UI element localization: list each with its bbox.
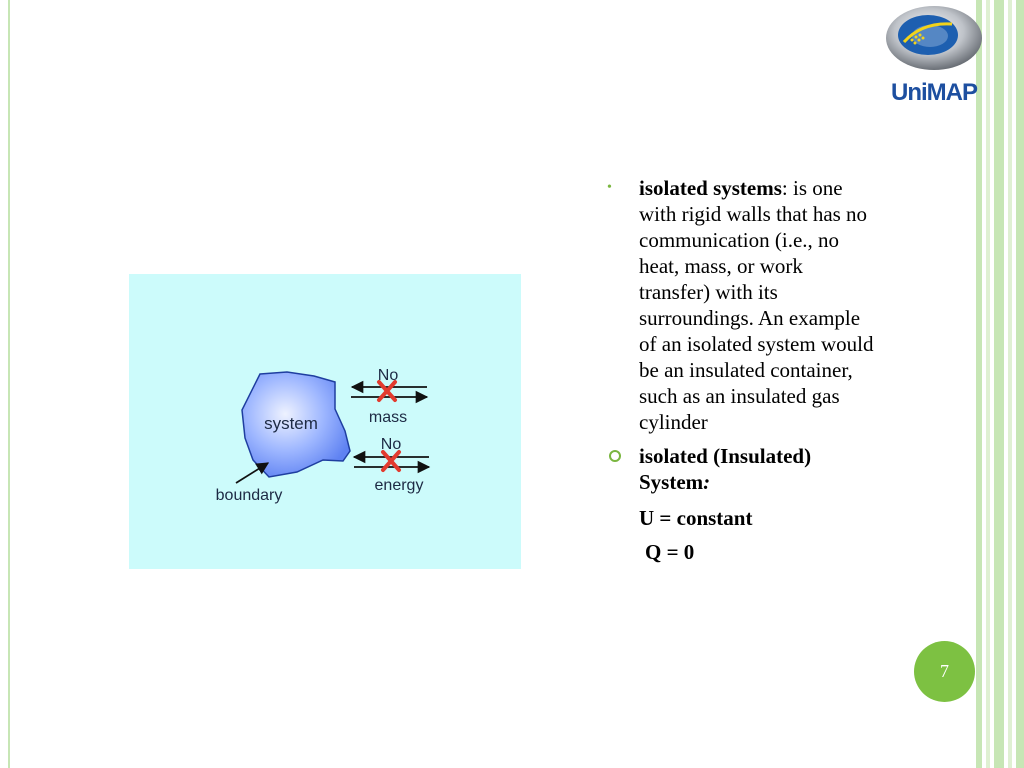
page-number: 7	[940, 661, 949, 681]
equation-u-constant: U = constant	[639, 506, 753, 530]
right-border-stripes	[976, 0, 1024, 768]
definition-text: is one with rigid walls that has no communication (i.e., no heat, mass, or work transfer) with its surroundings. An example of an isolated system would be an insulated container, such as an insulated gas cylinder	[639, 176, 874, 434]
left-border-line	[8, 0, 10, 768]
term-colon-2: :	[703, 470, 711, 494]
boundary-label: boundary	[215, 487, 283, 504]
bullet-isolated-insulated-system	[607, 443, 877, 495]
bullet-isolated-systems	[607, 175, 877, 435]
isolated-system-diagram	[129, 274, 521, 569]
equation-q-zero: Q = 0	[645, 540, 695, 564]
slide-body-text	[607, 175, 877, 565]
logo-text: UniMAP	[891, 79, 977, 106]
bullet-dot-icon: •	[607, 180, 612, 195]
term-isolated-systems: isolated systems	[639, 176, 782, 200]
mass-label: mass	[368, 409, 408, 426]
term-colon: :	[781, 176, 788, 200]
system-label: system	[264, 414, 318, 433]
no-mass-label: No	[377, 367, 399, 384]
energy-label: energy	[374, 477, 424, 494]
term-isolated-insulated-system: isolated (Insulated) System	[639, 444, 812, 494]
unimap-logo	[882, 2, 986, 106]
bullet-ring-icon	[609, 450, 621, 462]
page-number-badge	[914, 641, 975, 702]
boundary-arrow	[236, 463, 268, 483]
no-energy-label: No	[380, 436, 402, 453]
